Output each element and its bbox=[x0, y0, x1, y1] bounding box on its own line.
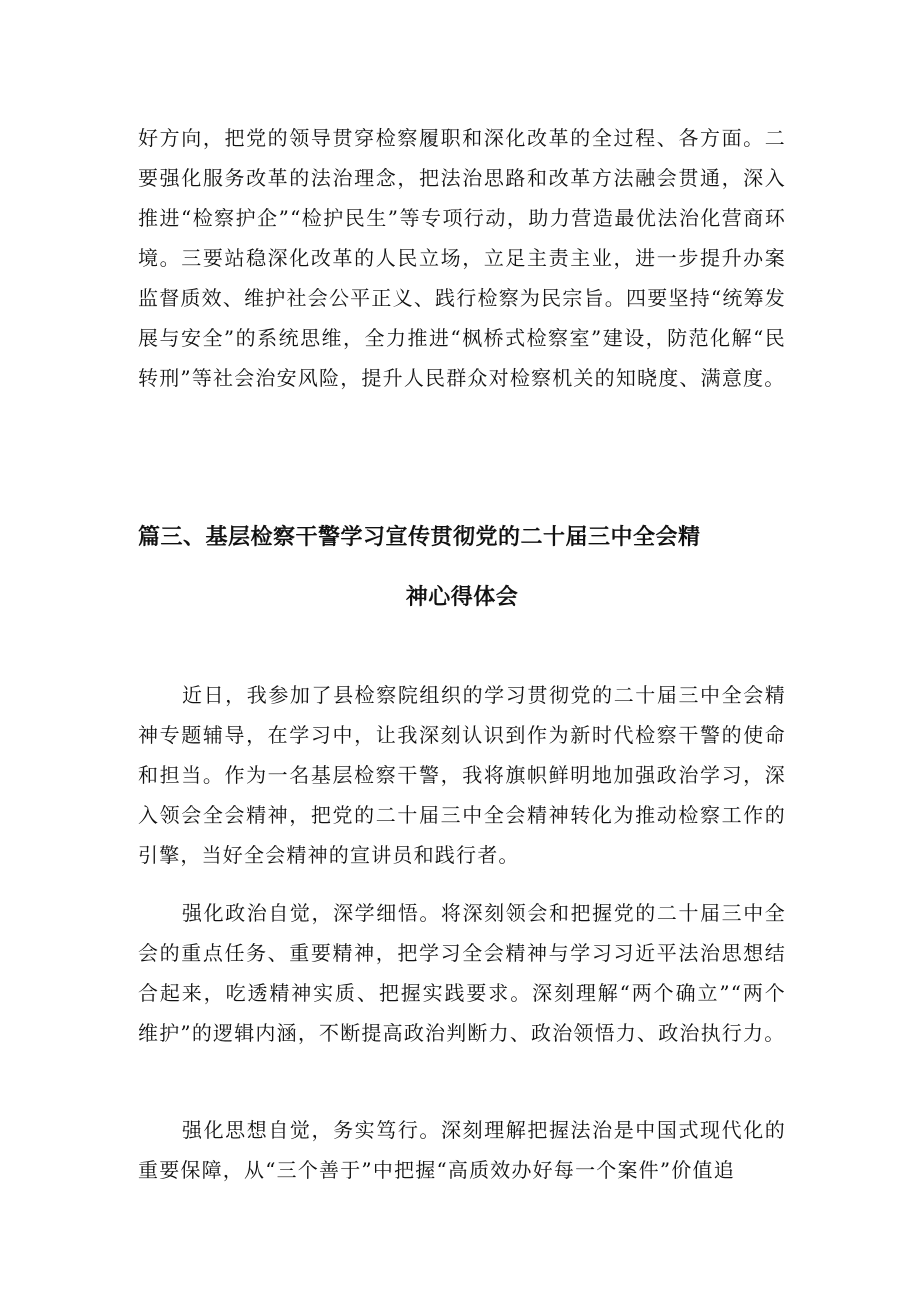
paragraph-political-awareness: 强化政治自觉，深学细悟。将深刻领会和把握党的二十届三中全会的重点任务、重要精神，把学习全会精神与学习习近平法治思想结合起来，吃透精神实质、把握实践要求。深刻理解“两个确立”“两个维护”的逻辑内涵，不断提高政治判断力、政治领悟力、政治执行力。 bbox=[138, 901, 786, 1045]
paragraph-intro: 近日，我参加了县检察院组织的学习贯彻党的二十届三中全会精神专题辅导，在学习中，让我深刻认识到作为新时代检察干警的使命和担当。作为一名基层检察干警，我将旗帜鲜明地加强政治学习，深入领会全会精神，把党的二十届三中全会精神转化为推动检察工作的引擎，当好全会精神的宣讲员和践行者。 bbox=[138, 683, 786, 867]
paragraph-ideological-awareness: 强化思想自觉，务实笃行。深刻理解把握法治是中国式现代化的重要保障，从“三个善于”中把握“高质效办好每一个案件”价值追 bbox=[138, 1118, 786, 1182]
paragraph-continued: 好方向，把党的领导贯穿检察履职和深化改革的全过程、各方面。二要强化服务改革的法治理念，把法治思路和改革方法融会贯通，深入推进“检察护企”“检护民生”等专项行动，助力营造最优法治化营商环境。三要站稳深化改革的人民立场，立足主责主业，进一步提升办案监督质效、维护社会公平正义、践行检察为民宗旨。四要坚持“统筹发展与安全”的系统思维，全力推进“枫桥式检察室”建设，防范化解“民转刑”等社会治安风险，提升人民群众对检察机关的知晓度、满意度。 bbox=[138, 126, 786, 390]
section-heading bbox=[138, 512, 786, 624]
section-heading-line1: 篇三、基层检察干警学习宣传贯彻党的二十届三中全会精 bbox=[138, 525, 701, 550]
section-heading-line2: 神心得体会 bbox=[405, 585, 519, 610]
